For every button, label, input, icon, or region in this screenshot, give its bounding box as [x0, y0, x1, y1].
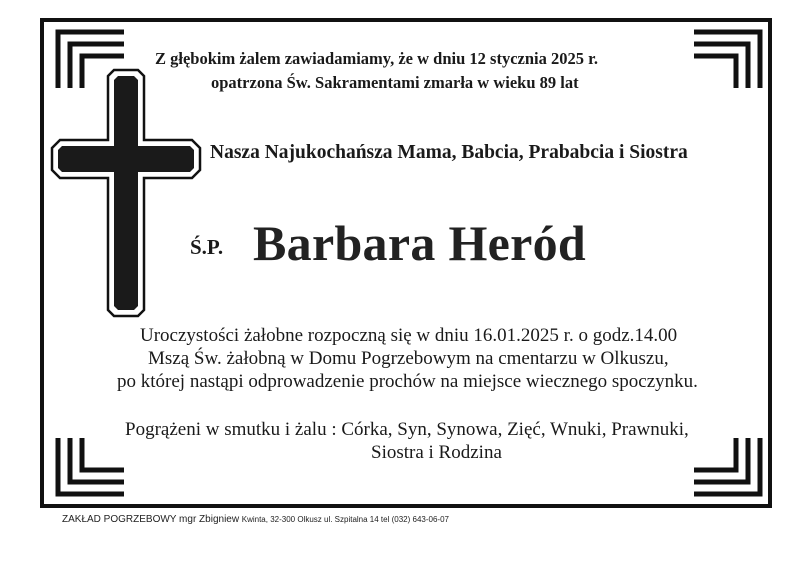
- cross-icon: [48, 66, 204, 320]
- ceremony-line-1: Uroczystości żałobne rozpoczną się w dniu 16.01.2025 r. o godz.14.00: [140, 325, 678, 346]
- ceremony-line-3: po której nastąpi odprowadzenie prochów na miejsce wiecznego spoczynku.: [117, 371, 698, 392]
- corner-ornament-top-right: [694, 28, 764, 88]
- ceremony-line-2: Mszą Św. żałobną w Domu Pogrzebowym na cmentarzu w Olkuszu,: [148, 348, 669, 369]
- corner-ornament-bottom-left: [54, 438, 124, 498]
- footer-company: ZAKŁAD POGRZEBOWY mgr Zbigniew: [62, 514, 240, 525]
- name-prefix: Ś.P.: [190, 235, 224, 259]
- deceased-name: Barbara Heród: [253, 215, 587, 271]
- announcement-line-2: opatrzona Św. Sakramentami zmarła w wieku 89 lat: [211, 73, 579, 92]
- funeral-home-footer: [62, 514, 449, 525]
- footer-details: Kwinta, 32-300 Olkusz ul. Szpitalna 14 tel (032) 643-06-07: [241, 515, 449, 524]
- mourners-line-2: Siostra i Rodzina: [371, 442, 502, 463]
- corner-ornament-bottom-right: [694, 438, 764, 498]
- mourners-line-1: Pogrążeni w smutku i żalu : Córka, Syn, Synowa, Zięć, Wnuki, Prawnuki,: [125, 419, 689, 440]
- relation-line: Nasza Najukochańsza Mama, Babcia, Prababcia i Siostra: [210, 142, 688, 163]
- announcement-line-1: Z głębokim żalem zawiadamiamy, że w dniu 12 stycznia 2025 r.: [155, 49, 599, 68]
